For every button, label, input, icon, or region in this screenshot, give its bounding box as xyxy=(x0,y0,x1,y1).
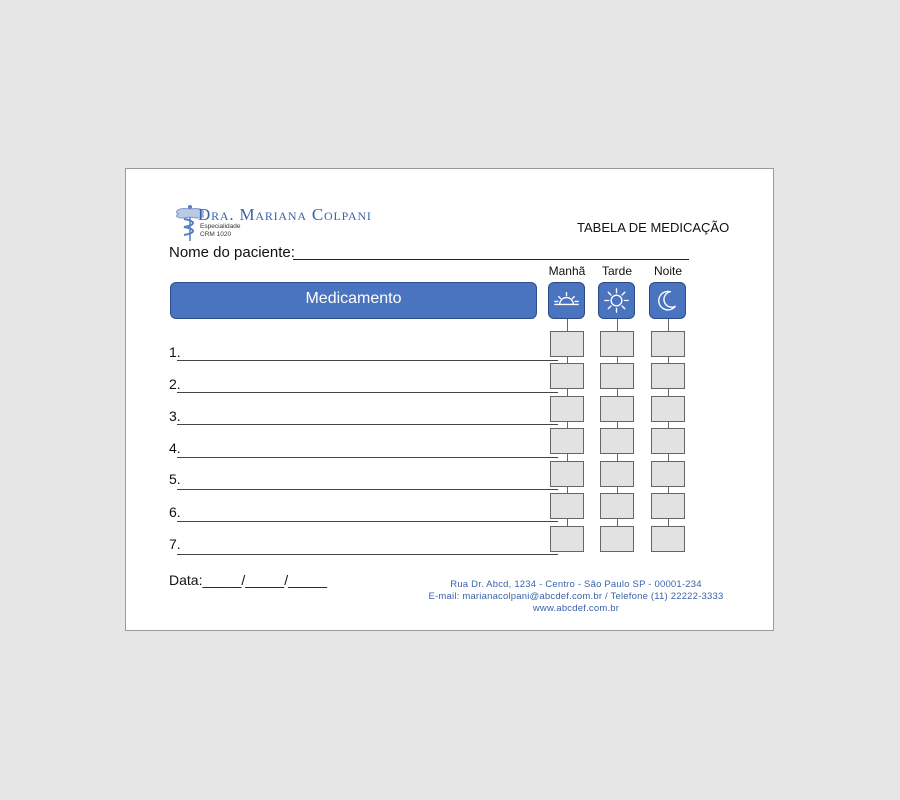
row-number: 6. xyxy=(169,504,181,520)
checkbox-morning[interactable] xyxy=(550,526,584,552)
medication-header: Medicamento xyxy=(170,282,537,319)
period-icon-afternoon xyxy=(598,282,635,319)
sun-icon xyxy=(599,283,634,318)
footer-contact xyxy=(426,579,726,615)
sunrise-icon xyxy=(549,283,584,318)
checkbox-morning[interactable] xyxy=(550,363,584,389)
checkbox-afternoon[interactable] xyxy=(600,428,634,454)
patient-name-field[interactable] xyxy=(293,259,689,260)
row-number: 7. xyxy=(169,536,181,552)
period-label-afternoon: Tarde xyxy=(601,264,633,278)
medication-line[interactable] xyxy=(177,424,558,425)
checkbox-morning[interactable] xyxy=(550,493,584,519)
medication-line[interactable] xyxy=(177,489,558,490)
period-icon-night xyxy=(649,282,686,319)
checkbox-night[interactable] xyxy=(651,461,685,487)
period-label-morning: Manhã xyxy=(548,264,586,278)
sheet-title: TABELA DE MEDICAÇÃO xyxy=(577,220,730,235)
medication-line[interactable] xyxy=(177,554,558,555)
row-number: 5. xyxy=(169,471,181,487)
medication-line[interactable] xyxy=(177,392,558,393)
checkbox-morning[interactable] xyxy=(550,396,584,422)
doctor-crm: CRM 1020 xyxy=(200,231,232,238)
medication-line[interactable] xyxy=(177,521,558,522)
period-icon-morning xyxy=(548,282,585,319)
patient-name-label: Nome do paciente: xyxy=(169,244,295,261)
row-number: 1. xyxy=(169,344,181,360)
doctor-name: Dra. Mariana Colpani xyxy=(198,205,372,224)
period-label-night: Noite xyxy=(653,264,682,278)
checkbox-night[interactable] xyxy=(651,363,685,389)
checkbox-afternoon[interactable] xyxy=(600,331,634,357)
doctor-specialty: Especialidade xyxy=(200,223,241,230)
medication-line[interactable] xyxy=(177,360,558,361)
checkbox-night[interactable] xyxy=(651,428,685,454)
footer-website: www.abcdef.com.br xyxy=(532,603,620,614)
moon-icon xyxy=(650,283,685,318)
doctor-credentials xyxy=(200,223,240,239)
checkbox-night[interactable] xyxy=(651,331,685,357)
medication-card xyxy=(125,168,774,631)
checkbox-afternoon[interactable] xyxy=(600,526,634,552)
checkbox-afternoon[interactable] xyxy=(600,396,634,422)
checkbox-afternoon[interactable] xyxy=(600,461,634,487)
row-number: 4. xyxy=(169,440,181,456)
checkbox-afternoon[interactable] xyxy=(600,493,634,519)
checkbox-morning[interactable] xyxy=(550,331,584,357)
checkbox-morning[interactable] xyxy=(550,428,584,454)
checkbox-night[interactable] xyxy=(651,396,685,422)
date-field[interactable]: Data:_____/_____/_____ xyxy=(169,572,328,588)
checkbox-afternoon[interactable] xyxy=(600,363,634,389)
checkbox-morning[interactable] xyxy=(550,461,584,487)
checkbox-night[interactable] xyxy=(651,526,685,552)
checkbox-night[interactable] xyxy=(651,493,685,519)
row-number: 2. xyxy=(169,376,181,392)
footer-contact-info: E-mail: marianacolpani@abcdef.com.br / Telefone (11) 22222-3333 xyxy=(428,591,724,602)
row-number: 3. xyxy=(169,408,181,424)
medication-line[interactable] xyxy=(177,457,558,458)
footer-address: Rua Dr. Abcd, 1234 - Centro - São Paulo SP - 00001-234 xyxy=(450,579,702,590)
